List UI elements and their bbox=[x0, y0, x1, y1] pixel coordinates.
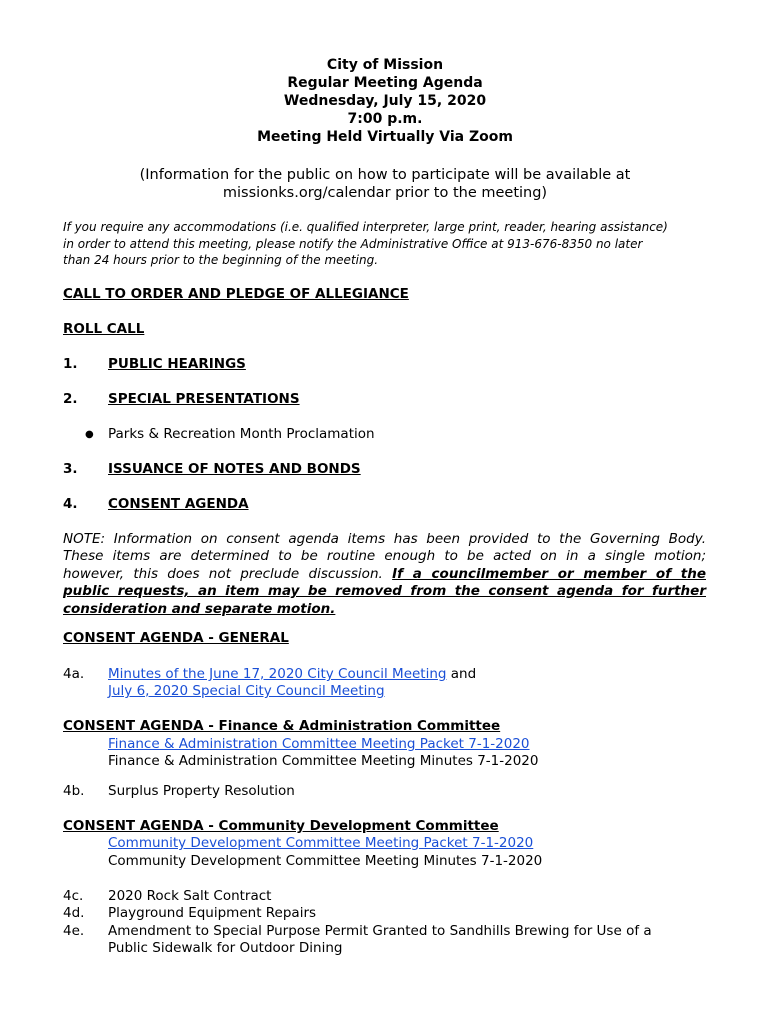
item-sandhills-permit: Amendment to Special Purpose Permit Granted to Sandhills Brewing for Use of a bbox=[108, 923, 652, 939]
finance-packet-line bbox=[108, 736, 530, 753]
item-sandhills-permit-cont: Public Sidewalk for Outdoor Dining bbox=[108, 940, 343, 956]
community-minutes: Community Development Committee Meeting Minutes 7-1-2020 bbox=[108, 853, 543, 869]
header-city: City of Mission bbox=[326, 57, 444, 73]
header-location: Meeting Held Virtually Via Zoom bbox=[257, 129, 513, 145]
item-playground: Playground Equipment Repairs bbox=[108, 905, 317, 921]
item-surplus-property: Surplus Property Resolution bbox=[108, 783, 295, 799]
roll-call-heading: ROLL CALL bbox=[63, 321, 145, 337]
call-to-order-heading: CALL TO ORDER AND PLEDGE OF ALLEGIANCE bbox=[63, 286, 409, 302]
bullet-icon: ● bbox=[85, 429, 94, 440]
accommodations-line2: in order to attend this meeting, please notify the Administrative Office at 913-676-8350 no later bbox=[63, 237, 643, 251]
note-line1: NOTE: Information on consent agenda items has been provided to the Governing Body. bbox=[63, 531, 706, 547]
note-line3-emphasis: If a councilmember or member of the bbox=[392, 566, 706, 582]
note-line3-plain: however, this does not preclude discussion. bbox=[63, 566, 393, 582]
section-special-presentations: SPECIAL PRESENTATIONS bbox=[108, 391, 300, 407]
section-number: 4. bbox=[63, 496, 78, 512]
item-number: 4b. bbox=[63, 783, 85, 799]
finance-packet-link[interactable]: Finance & Administration Committee Meeting Packet 7-1-2020 bbox=[108, 736, 530, 752]
section-public-hearings: PUBLIC HEARINGS bbox=[108, 356, 246, 372]
header-time: 7:00 p.m. bbox=[347, 111, 423, 127]
section-number: 1. bbox=[63, 356, 78, 372]
header-agenda-type: Regular Meeting Agenda bbox=[287, 75, 483, 91]
note-line3 bbox=[63, 566, 706, 583]
consent-community-heading: CONSENT AGENDA - Community Development Committee bbox=[63, 818, 499, 834]
community-packet-line bbox=[108, 835, 533, 852]
accommodations-line3: than 24 hours prior to the beginning of the meeting. bbox=[63, 253, 379, 267]
item-number: 4a. bbox=[63, 666, 85, 682]
item-4a-line1 bbox=[108, 666, 476, 683]
minutes-july-6-link[interactable]: July 6, 2020 Special City Council Meeting bbox=[108, 683, 385, 699]
consent-finance-heading: CONSENT AGENDA - Finance & Administration Committee bbox=[63, 718, 501, 734]
item-number: 4c. bbox=[63, 888, 84, 904]
header-date: Wednesday, July 15, 2020 bbox=[283, 93, 487, 109]
section-consent-agenda: CONSENT AGENDA bbox=[108, 496, 249, 512]
minutes-june-17-link[interactable]: Minutes of the June 17, 2020 City Council Meeting bbox=[108, 666, 447, 682]
accommodations-line1: If you require any accommodations (i.e. qualified interpreter, large print, reader, hearing assistance) bbox=[63, 220, 668, 234]
item-number: 4d. bbox=[63, 905, 85, 921]
note-line4: public requests, an item may be removed from the consent agenda for further bbox=[63, 583, 706, 599]
community-packet-link[interactable]: Community Development Committee Meeting Packet 7-1-2020 bbox=[108, 835, 534, 851]
note-line2: These items are determined to be routine enough to be acted on in a single motion; bbox=[63, 548, 706, 564]
section-number: 3. bbox=[63, 461, 78, 477]
consent-general-heading: CONSENT AGENDA - GENERAL bbox=[63, 630, 289, 646]
section-number: 2. bbox=[63, 391, 78, 407]
presentation-item: Parks & Recreation Month Proclamation bbox=[108, 426, 375, 442]
item-number: 4e. bbox=[63, 923, 85, 939]
and-text: and bbox=[446, 666, 477, 682]
item-4a-line2 bbox=[108, 683, 385, 700]
public-info-line1: (Information for the public on how to participate will be available at bbox=[139, 167, 631, 183]
section-notes-bonds: ISSUANCE OF NOTES AND BONDS bbox=[108, 461, 361, 477]
public-info-line2: missionks.org/calendar prior to the meeting) bbox=[222, 185, 548, 201]
note-line5: consideration and separate motion. bbox=[63, 601, 336, 617]
finance-minutes: Finance & Administration Committee Meeting Minutes 7-1-2020 bbox=[108, 753, 539, 769]
item-rock-salt: 2020 Rock Salt Contract bbox=[108, 888, 272, 904]
